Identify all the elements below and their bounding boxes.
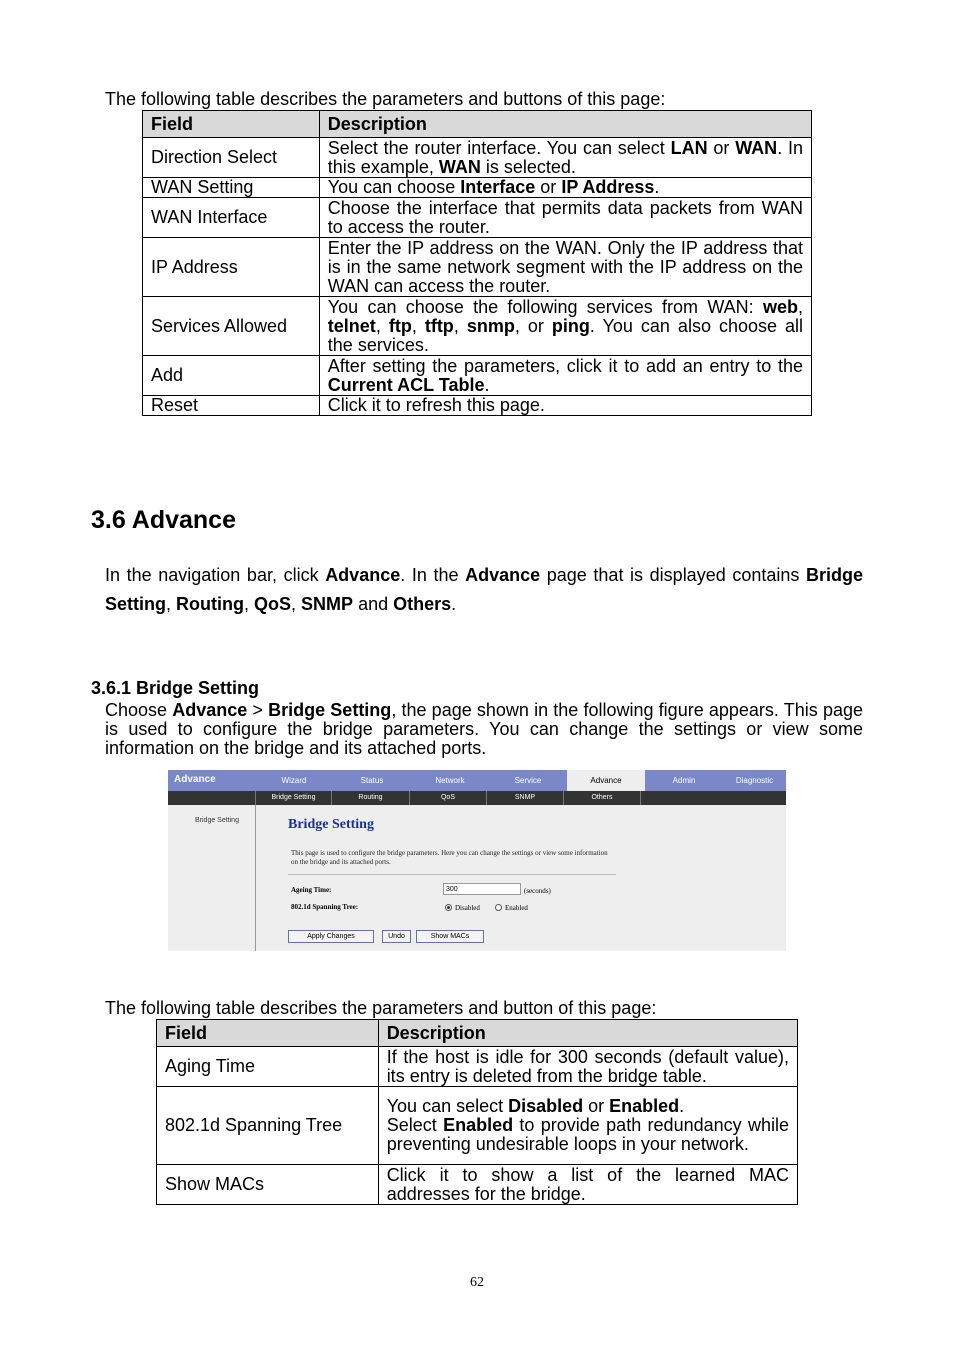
subtab-others[interactable]: Others — [563, 791, 640, 805]
radio-disabled[interactable] — [445, 904, 452, 911]
page-number: 62 — [470, 1275, 484, 1290]
description-cell: After setting the parameters, click it to add an entry to the Current ACL Table. — [319, 356, 811, 396]
radio-enabled-label: Enabled — [505, 904, 528, 912]
apply-changes-button[interactable]: Apply Changes — [288, 930, 374, 943]
table2-row — [157, 1047, 798, 1087]
undo-button[interactable]: Undo — [382, 930, 411, 943]
side-item-bridge-setting[interactable]: Bridge Setting — [195, 817, 239, 824]
radio-enabled[interactable] — [495, 904, 502, 911]
field-cell: IP Address — [143, 238, 320, 297]
table1-row — [143, 178, 812, 198]
ageing-time-label: Ageing Time: — [291, 886, 332, 894]
subsection-paragraph: Choose Advance > Bridge Setting, the page shown in the following figure appears. This page is used to configure the bridge parameters. You can change the settings or view some information on the bridge and its attached ports. — [105, 700, 863, 758]
field-cell: WAN Interface — [143, 198, 320, 238]
sub-navigation-bar — [168, 791, 786, 805]
show-macs-button[interactable]: Show MACs — [416, 930, 484, 943]
subtab-routing[interactable]: Routing — [331, 791, 409, 805]
description-cell: You can choose Interface or IP Address. — [319, 178, 811, 198]
description-cell: Enter the IP address on the WAN. Only the IP address that is in the same network segment with the IP address on the WAN can access the router. — [319, 238, 811, 297]
field-cell: Add — [143, 356, 320, 396]
tab-admin[interactable]: Admin — [672, 776, 696, 785]
radio-disabled-label: Disabled — [455, 904, 480, 912]
subtab-bridge-setting[interactable]: Bridge Setting — [255, 791, 331, 805]
subtab-spacer — [640, 791, 786, 805]
tab-wizard[interactable]: Wizard — [281, 776, 307, 785]
description-cell: Click it to refresh this page. — [319, 396, 811, 416]
field-cell: 802.1d Spanning Tree — [157, 1087, 379, 1165]
top-navigation-bar — [168, 770, 786, 791]
tab-status[interactable]: Status — [360, 776, 384, 785]
page-title: Bridge Setting — [288, 817, 374, 832]
ageing-time-input[interactable]: 300 — [443, 883, 521, 895]
parameters-table-2 — [156, 1019, 798, 1205]
spanning-tree-label: 802.1d Spanning Tree: — [291, 903, 359, 911]
page-description: This page is used to configure the bridge parameters. Here you can change the settings or view some information on the bridge and its attached ports. — [291, 849, 608, 866]
table1-row — [143, 396, 812, 416]
parameters-table-1 — [142, 110, 812, 416]
field-cell: Reset — [143, 396, 320, 416]
tab-diagnostic[interactable]: Diagnostic — [735, 776, 774, 785]
table2-row — [157, 1087, 798, 1165]
table1-row — [143, 198, 812, 238]
header-field: Field — [143, 111, 320, 138]
tab-service[interactable]: Service — [514, 776, 542, 785]
field-cell: Direction Select — [143, 138, 320, 178]
description-cell: Click it to show a list of the learned MAC addresses for the bridge. — [378, 1165, 797, 1205]
section-paragraph: In the navigation bar, click Advance. In the Advance page that is displayed contains Bridge Setting, Routing, QoS, SNMP and Others. — [105, 565, 864, 614]
field-cell: Show MACs — [157, 1165, 379, 1205]
table1-intro: The following table describes the parameters and buttons of this page: — [105, 89, 666, 109]
table1-row — [143, 238, 812, 297]
header-description: Description — [378, 1020, 797, 1047]
description-cell: You can choose the following services from WAN: web, telnet, ftp, tftp, snmp, or ping. You can also choose all the services. — [319, 297, 811, 356]
table1-row — [143, 138, 812, 178]
description-cell: Choose the interface that permits data packets from WAN to access the router. — [319, 198, 811, 238]
tab-advance[interactable]: Advance — [567, 770, 645, 791]
description-cell: You can select Disabled or Enabled. Select Enabled to provide path redundancy while preventing undesirable loops in your network. — [378, 1087, 797, 1165]
table1-row — [143, 297, 812, 356]
table2-row — [157, 1165, 798, 1205]
table1-row — [143, 356, 812, 396]
subsection-heading: 3.6.1 Bridge Setting — [91, 678, 260, 698]
header-description: Description — [319, 111, 811, 138]
side-menu — [168, 805, 256, 951]
subtab-snmp[interactable]: SNMP — [486, 791, 563, 805]
field-cell: Services Allowed — [143, 297, 320, 356]
description-cell: Select the router interface. You can select LAN or WAN. In this example, WAN is selected. — [319, 138, 811, 178]
table2-intro: The following table describes the parameters and button of this page: — [105, 998, 657, 1018]
subtab-qos[interactable]: QoS — [409, 791, 486, 805]
ageing-time-unit: (seconds) — [524, 887, 551, 895]
header-field: Field — [157, 1020, 379, 1047]
field-cell: WAN Setting — [143, 178, 320, 198]
tab-network[interactable]: Network — [435, 776, 465, 785]
bridge-setting-screenshot — [168, 770, 786, 951]
divider — [288, 874, 616, 875]
description-cell: If the host is idle for 300 seconds (default value), its entry is deleted from the bridge table. — [378, 1047, 797, 1087]
brand-label: Advance — [174, 774, 216, 785]
field-cell: Aging Time — [157, 1047, 379, 1087]
section-heading: 3.6 Advance — [91, 506, 236, 534]
